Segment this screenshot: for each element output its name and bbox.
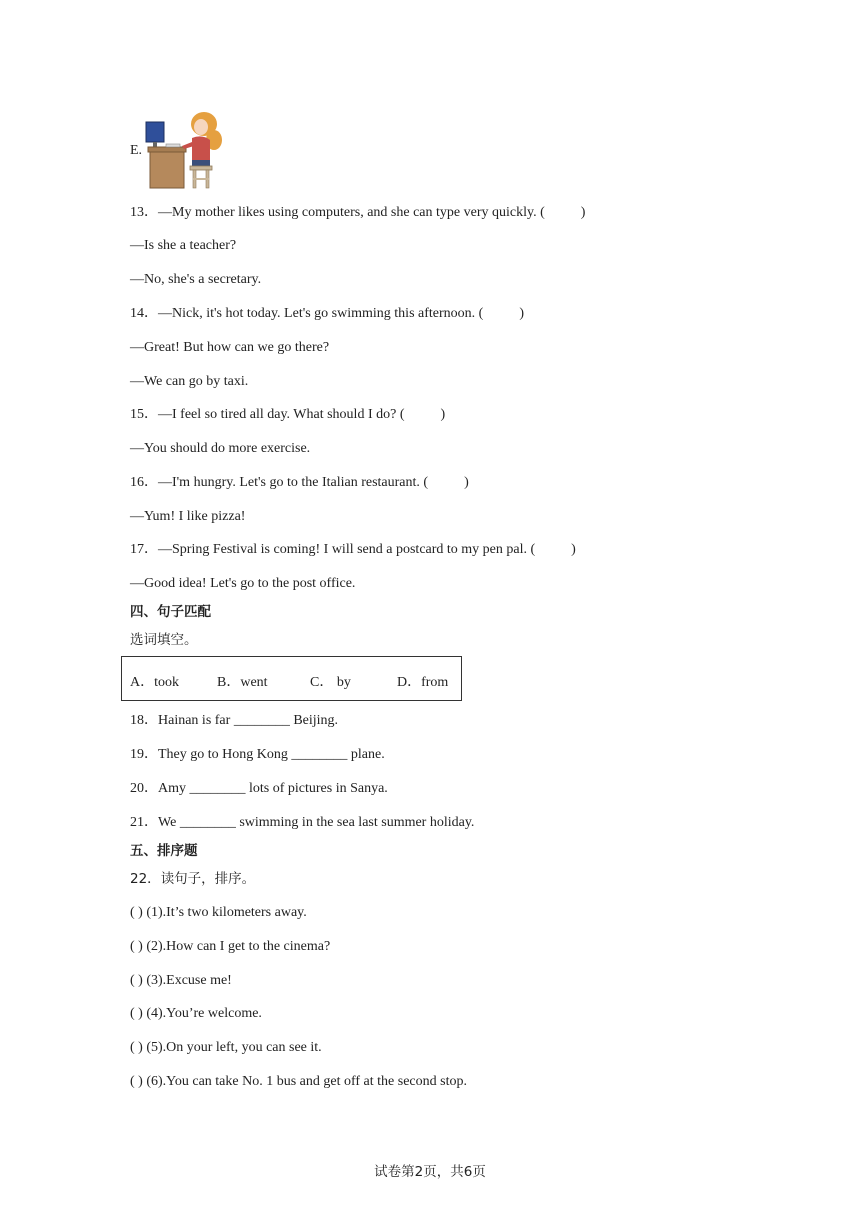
q16-line1 <box>130 474 469 492</box>
q19-before: They go to Hong Kong <box>158 747 292 762</box>
section-4-instruction: 选词填空。 <box>130 632 198 648</box>
q14-number: 14． <box>130 306 158 321</box>
q22-instruction: 读句子，排序。 <box>160 871 256 887</box>
q21-after: swimming in the sea last summer holiday. <box>235 815 475 830</box>
option-a: A．took <box>130 675 179 690</box>
q15-number: 15． <box>130 407 158 422</box>
fill-blank[interactable]: ________ <box>291 747 348 762</box>
section-5-title: 五、排序题 <box>130 843 198 859</box>
q15-line2: —You should do more exercise. <box>130 441 311 456</box>
q13-text: —My mother likes using computers, and she can type very quickly. ( <box>158 205 545 220</box>
word-options-box <box>121 656 462 701</box>
q17-line1 <box>130 541 576 559</box>
q13-close: ) <box>580 205 586 220</box>
page-footer: 试卷第2页，共6页 <box>374 1164 486 1180</box>
q18-number: 18． <box>130 713 158 728</box>
q22-number: 22． <box>130 871 161 887</box>
q14-text: —Nick, it's hot today. Let's go swimming this afternoon. ( <box>158 306 484 321</box>
q16-number: 16． <box>130 475 158 490</box>
q14-line3: —We can go by taxi. <box>130 374 249 389</box>
q19 <box>130 746 385 764</box>
order-item-3[interactable]: ( ) (3).Excuse me! <box>130 973 232 988</box>
q13-line3: —No, she's a secretary. <box>130 272 262 287</box>
q17-text: —Spring Festival is coming! I will send a postcard to my pen pal. ( <box>158 542 536 557</box>
q13-number: 13． <box>130 205 158 220</box>
q16-text: —I'm hungry. Let's go to the Italian restaurant. ( <box>158 475 429 490</box>
q14-line2: —Great! But how can we go there? <box>130 340 330 355</box>
q17-number: 17． <box>130 542 158 557</box>
picture-label-e: E. <box>130 143 143 158</box>
order-item-4[interactable]: ( ) (4).You’re welcome. <box>130 1006 262 1021</box>
q18-after: Beijing. <box>289 713 339 728</box>
fill-blank[interactable]: ________ <box>233 713 290 728</box>
q19-number: 19． <box>130 747 158 762</box>
q22-instruction-line <box>130 870 255 888</box>
q21-before: We <box>158 815 180 830</box>
q14-close: ) <box>519 306 524 321</box>
q15-close: ) <box>440 407 446 422</box>
q20 <box>130 780 388 798</box>
q20-after: lots of pictures in Sanya. <box>245 781 388 796</box>
option-b: B．went <box>217 675 268 690</box>
q18-before: Hainan is far <box>158 713 234 728</box>
q17-close: ) <box>571 542 576 557</box>
q18 <box>130 712 338 730</box>
q15-text: —I feel so tired all day. What should I do? ( <box>158 407 405 422</box>
q17-line2: —Good idea! Let's go to the post office. <box>130 576 356 591</box>
q16-line2: —Yum! I like pizza! <box>130 509 246 524</box>
order-item-5[interactable]: ( ) (5).On your left, you can see it. <box>130 1040 322 1055</box>
q16-close: ) <box>464 475 469 490</box>
option-d: D．from <box>397 675 449 690</box>
q14-line1 <box>130 305 524 323</box>
q21-number: 21． <box>130 815 158 830</box>
q19-after: plane. <box>347 747 385 762</box>
fill-blank[interactable]: ________ <box>179 815 236 830</box>
order-item-2[interactable]: ( ) (2).How can I get to the cinema? <box>130 939 331 954</box>
section-4-title: 四、句子匹配 <box>130 604 211 620</box>
q20-before: Amy <box>158 781 190 796</box>
q15-line1 <box>130 406 445 424</box>
q20-number: 20． <box>130 781 158 796</box>
q21 <box>130 814 474 832</box>
q13-line1 <box>130 204 585 222</box>
fill-blank[interactable]: ________ <box>189 781 246 796</box>
order-item-1[interactable]: ( ) (1).It’s two kilometers away. <box>130 905 307 920</box>
q13-line2: —Is she a teacher? <box>130 238 237 253</box>
order-item-6[interactable]: ( ) (6).You can take No. 1 bus and get off at the second stop. <box>130 1074 467 1089</box>
option-c: C． by <box>310 675 351 690</box>
woman-at-computer-picture <box>144 110 224 190</box>
